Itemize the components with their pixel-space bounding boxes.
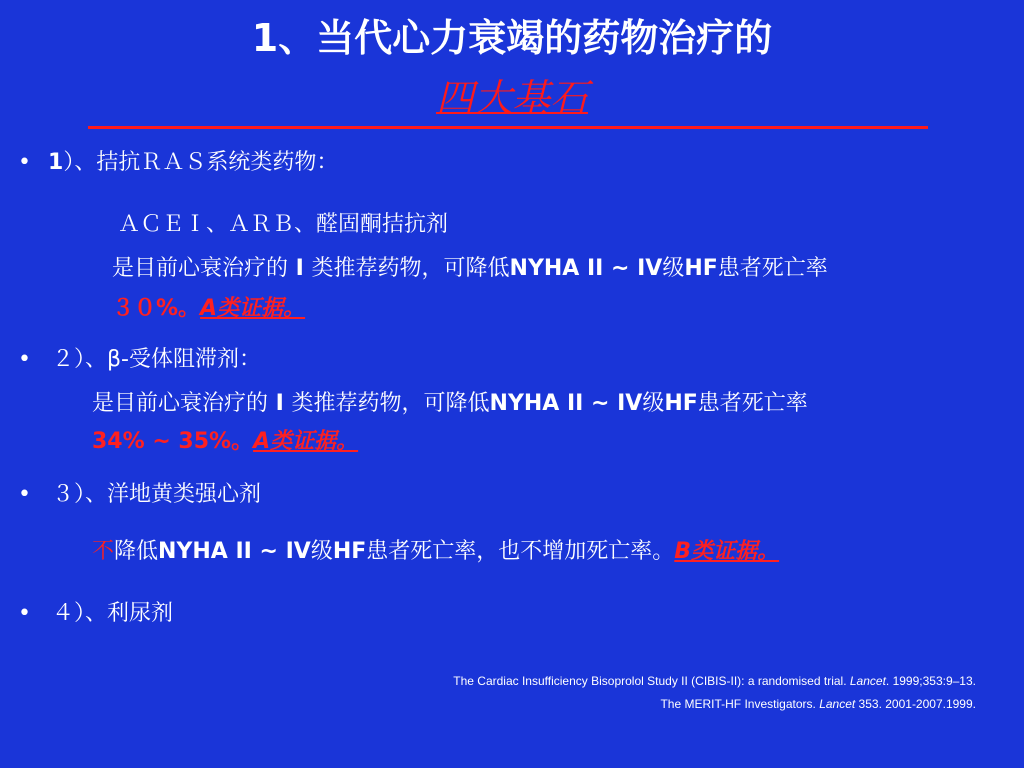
item-3-evidence: B类证据。 (674, 539, 780, 564)
bullet-1: • (18, 150, 31, 175)
item-1-heading-text: ）、拮抗ＲＡＳ系统类药物： (63, 150, 339, 175)
slide-subtitle: 四大基石 (435, 76, 588, 120)
item-4-heading: ４）、利尿剂 (52, 601, 174, 626)
reference-2: The MERIT-HF Investigators. Lancet 353. 2001-2007.1999. (660, 697, 976, 711)
item-3-negation: 不 (92, 539, 115, 564)
item-1-number: 1 (48, 150, 64, 175)
item-1-rate: ３０%。 (112, 296, 201, 321)
item-1-description: 是目前心衰治疗的 I 类推荐药物，可降低NYHA II ~ IV级HF患者死亡率 (112, 256, 828, 281)
item-1-drugs: ＡＣＥＩ、ＡＲＢ、醛固酮拮抗剂 (118, 212, 449, 237)
item-1-evidence: A类证据。 (200, 296, 306, 321)
item-2-evidence: A类证据。 (253, 429, 359, 454)
item-3-description: 不降低NYHA II ~ IV级HF患者死亡率，也不增加死亡率。B类证据。 (92, 539, 780, 564)
bullet-2: • (18, 347, 31, 372)
item-1-rate-line (112, 295, 305, 323)
item-2-description: 是目前心衰治疗的 I 类推荐药物，可降低NYHA II ~ IV级HF患者死亡率 (92, 391, 808, 416)
item-2-rate: 34% ~ 35%。 (92, 429, 254, 454)
item-1-heading (48, 149, 338, 177)
item-2-rate-line (92, 428, 358, 456)
reference-1: The Cardiac Insufficiency Bisoprolol Study II (CIBIS-II): a randomised trial. Lancet. 1999;353:9–13. (453, 674, 976, 688)
slide-title: 1、当代心力衰竭的药物治疗的 (251, 16, 773, 60)
item-3-heading: ３）、洋地黄类强心剂 (52, 482, 262, 507)
item-2-heading: ２）、β-受体阻滞剂： (52, 347, 261, 372)
bullet-4: • (18, 601, 31, 626)
bullet-3: • (18, 482, 31, 507)
title-underline (88, 126, 928, 129)
